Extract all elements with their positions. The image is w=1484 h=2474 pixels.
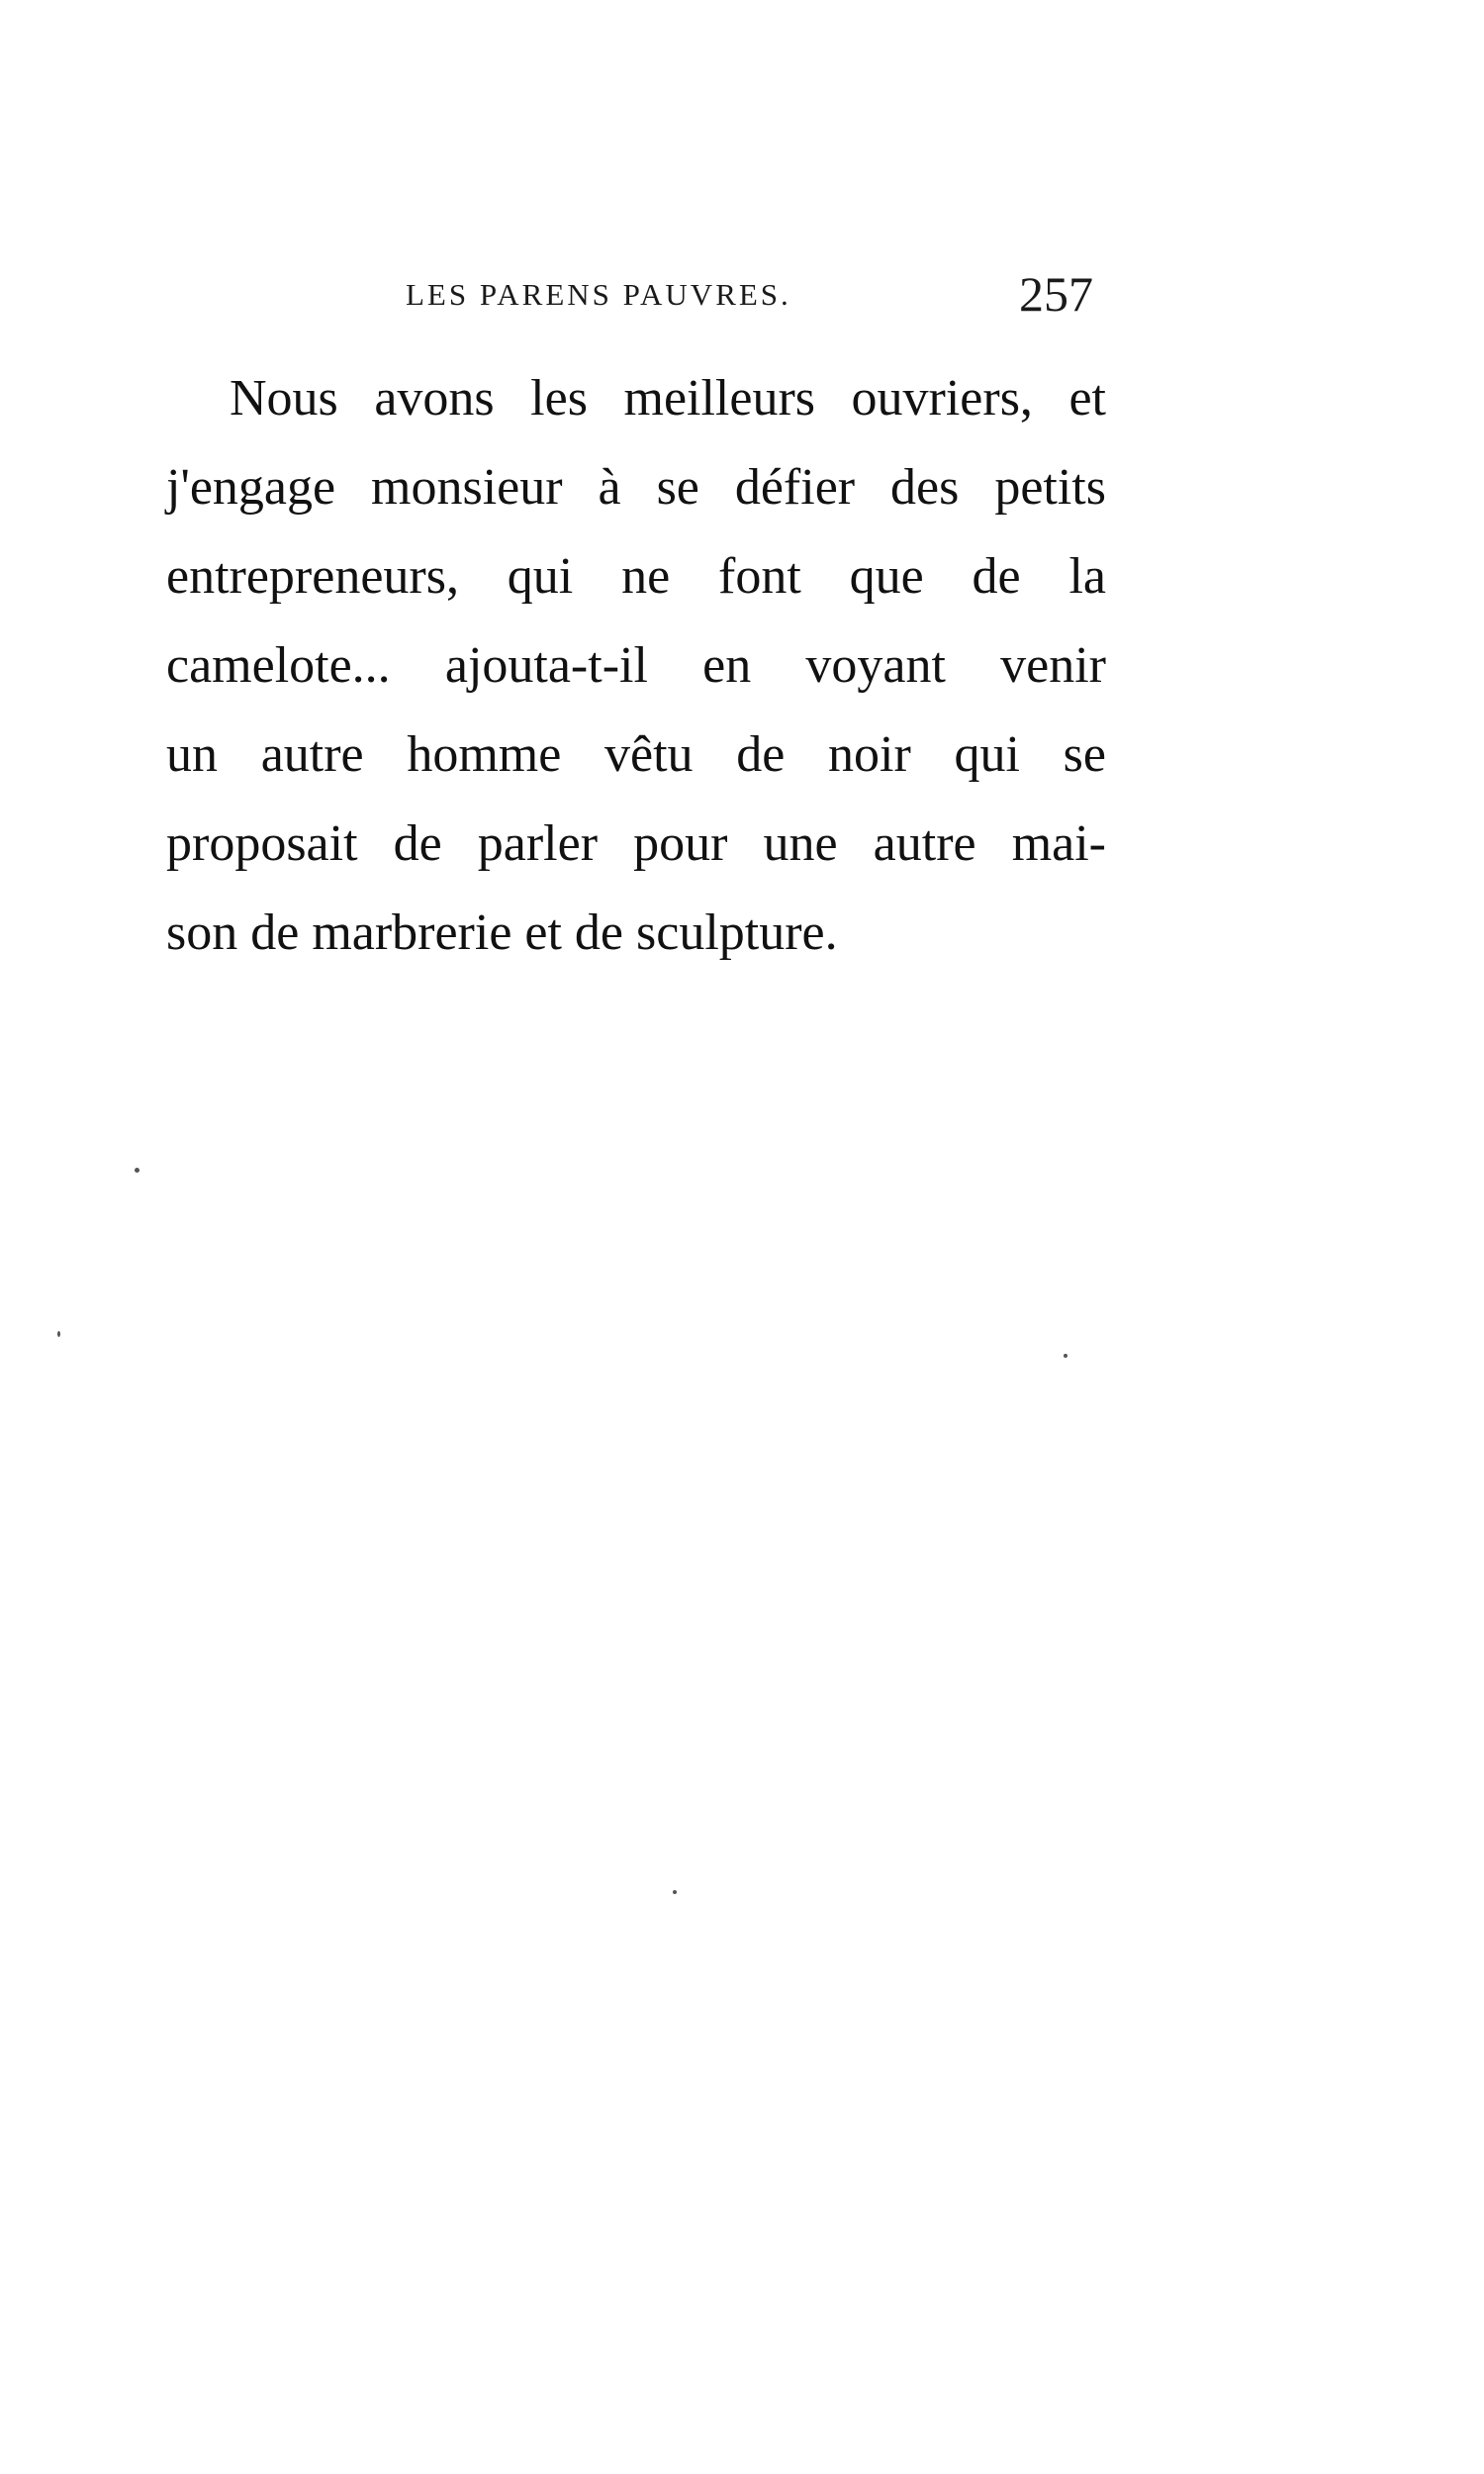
paper-speck bbox=[57, 1331, 60, 1337]
paper-speck bbox=[135, 1168, 139, 1173]
text-line: proposait de parler pour une autre mai- bbox=[166, 815, 1106, 872]
running-title: LES PARENS PAUVRES. bbox=[406, 277, 791, 312]
paper-speck bbox=[673, 1890, 677, 1894]
text-line: son de marbrerie et de sculpture. bbox=[166, 904, 838, 961]
text-line: entrepreneurs, qui ne font que de la bbox=[166, 548, 1106, 605]
text-line: un autre homme vêtu de noir qui se bbox=[166, 726, 1106, 783]
text-line: camelote... ajouta-t-il en voyant venir bbox=[166, 637, 1106, 694]
page-header bbox=[0, 265, 1484, 325]
text-line: Nous avons les meilleurs ouvriers, et bbox=[230, 370, 1106, 427]
page-number: 257 bbox=[1019, 266, 1093, 322]
text-line: j'engage monsieur à se défier des petits bbox=[166, 459, 1106, 516]
body-paragraph bbox=[166, 354, 1106, 978]
paper-speck bbox=[1064, 1354, 1067, 1358]
